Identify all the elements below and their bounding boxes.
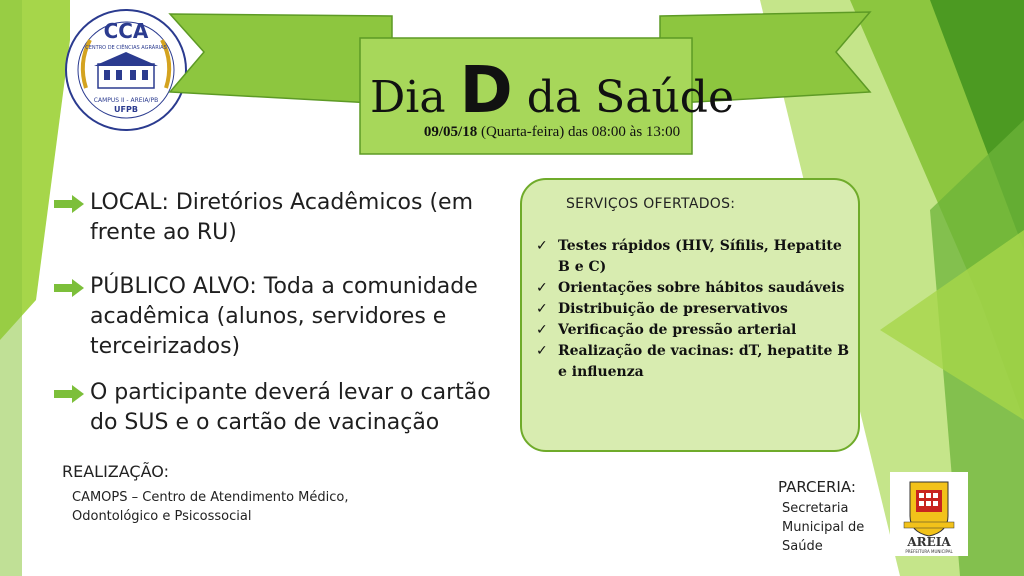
services-list (536, 236, 856, 383)
service-item-text: Verificação de pressão arterial (558, 322, 797, 338)
services-title: SERVIÇOS OFERTADOS: (566, 196, 736, 212)
service-item-text: Distribuição de preservativos (558, 301, 788, 317)
list-item (536, 320, 856, 341)
arrow-right-icon (54, 195, 84, 213)
checkmark-icon: ✓ (536, 343, 548, 359)
realizacao-body: CAMOPS – Centro de Atendimento Médico, Odontológico e Psicossocial (72, 490, 349, 524)
service-item-text: Orientações sobre hábitos saudáveis (558, 280, 845, 296)
list-item (536, 236, 856, 278)
parceria-body: Secretaria Municipal de Saúde (782, 501, 865, 554)
checkmark-icon: ✓ (536, 280, 548, 296)
bullet-local (54, 188, 524, 248)
event-date-line (378, 124, 726, 141)
checkmark-icon: ✓ (536, 238, 548, 254)
checkmark-icon: ✓ (536, 301, 548, 317)
title-prefix: Dia (369, 72, 446, 123)
page-title (364, 54, 740, 128)
bullet-text-participante: O participante deverá levar o cartão do SUS e o cartão de vacinação (90, 380, 491, 435)
service-item-text: Testes rápidos (HIV, Sífilis, Hepatite B e C) (558, 238, 842, 275)
checkmark-icon: ✓ (536, 322, 548, 338)
areia-name: AREIA (907, 535, 951, 549)
list-item (536, 299, 856, 320)
list-item (536, 341, 856, 383)
realizacao-title: REALIZAÇÃO: (62, 462, 169, 481)
logo-bottom-text: CAMPUS II - AREIA/PB (93, 97, 159, 104)
bullet-text-publico: Toda a comunidade acadêmica (alunos, servidores e terceirizados) (90, 274, 478, 359)
bullet-text-local: Diretórios Acadêmicos (em frente ao RU) (90, 190, 474, 245)
title-letter: D (459, 54, 513, 128)
ribbon-left-tail (170, 14, 392, 104)
bullet-label-publico: PÚBLICO ALVO: (90, 274, 257, 299)
arrow-right-icon (54, 279, 84, 297)
logo-university: UFPB (114, 105, 138, 114)
arrow-right-icon (54, 385, 84, 403)
services-box (520, 178, 860, 452)
areia-sub: PREFEITURA MUNICIPAL (905, 549, 953, 554)
title-suffix: da Saúde (526, 72, 735, 123)
service-item-text: Realização de vacinas: dT, hepatite B e influenza (558, 343, 850, 380)
parceria-title: PARCERIA: (778, 478, 856, 496)
bullet-label-local: LOCAL: (90, 190, 169, 215)
event-date: 09/05/18 (423, 124, 478, 140)
bullet-publico (54, 272, 524, 362)
logo-acronym: CCA (103, 19, 149, 43)
bullet-participante (54, 378, 524, 438)
areia-logo (890, 472, 968, 556)
list-item (536, 278, 856, 299)
logo-top-text: CENTRO DE CIÊNCIAS AGRÁRIAS (85, 45, 167, 51)
event-time: (Quarta-feira) das 08:00 às 13:00 (477, 124, 681, 140)
left-green-strip (0, 0, 22, 576)
